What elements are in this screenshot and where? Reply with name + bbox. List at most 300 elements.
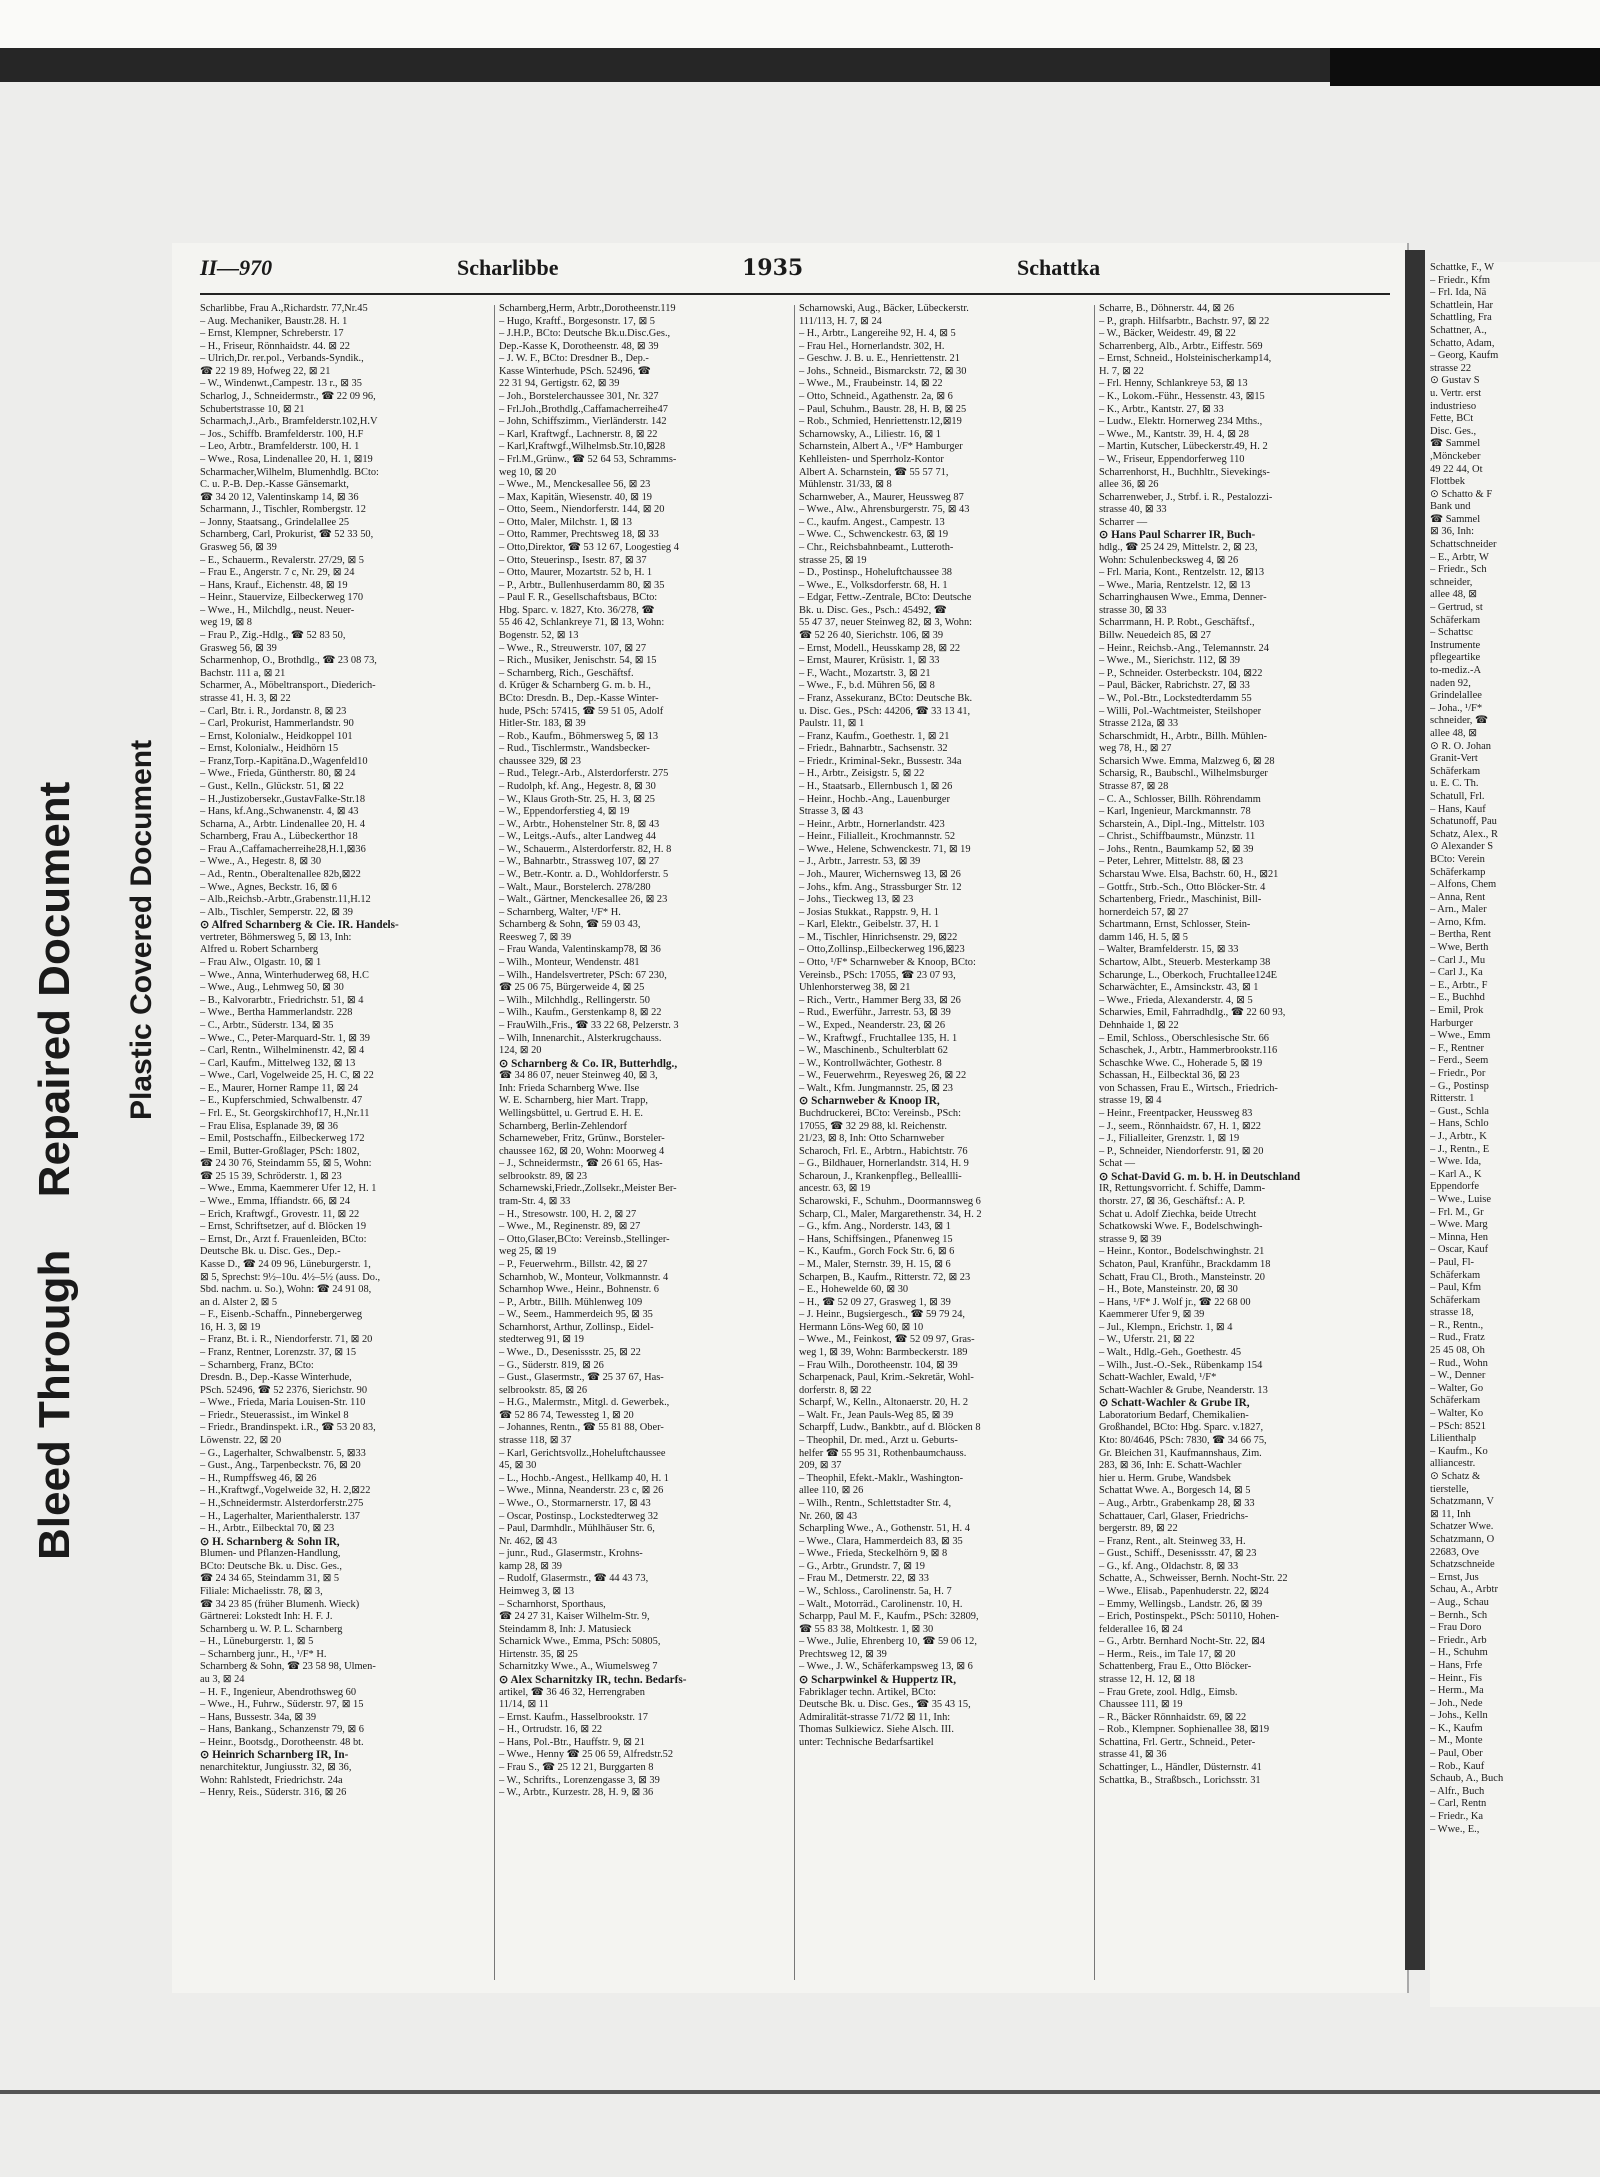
directory-entry-line: ⊙ Scharnweber & Knoop IR, [799, 1095, 940, 1108]
directory-entry-line: Scharpp, Paul M. F., Kaufm., PSch: 32809, [799, 1611, 979, 1623]
directory-entry-line: Scharrmann, H. P. Robt., Geschäftsf., [1099, 617, 1255, 629]
facing-page-entry-line: Schaub, A., Buch [1430, 1773, 1504, 1785]
directory-entry-line: – W., Leitgs.-Aufs., alter Landweg 44 [499, 831, 656, 843]
directory-entry-line: – Theophil, Dr. med., Arzt u. Geburts- [799, 1435, 958, 1447]
directory-entry-line: H. 7, ⊠ 22 [1099, 365, 1144, 377]
directory-entry-line: – Emil, Postschaffn., Eilbeckerweg 172 [200, 1133, 365, 1145]
directory-entry-line: Scharoun, J., Krankenpfleg., Belleallli- [799, 1170, 962, 1182]
directory-entry-line: – H.,Schneidermstr. Alsterdorferstr.275 [200, 1497, 364, 1509]
directory-entry-line: ☎ 24 30 76, Steindamm 55, ⊠ 5, Wohn: [200, 1158, 372, 1170]
facing-page-entry-line: allee 48, ⊠ [1430, 589, 1477, 601]
facing-page-entry-line: Schatzmann, O [1430, 1533, 1495, 1545]
directory-entry-line: – Franz, Rent., alt. Steinweg 33, H. [1099, 1535, 1246, 1547]
directory-entry-line: Scharowski, F., Schuhm., Doormannsweg 6 [799, 1196, 981, 1208]
directory-entry-line: Scharnick Wwe., Emma, PSch: 50805, [499, 1636, 661, 1648]
directory-entry-line: – Karl,Kraftwgf.,Wilhelmsb.Str.10,⊠28 [499, 441, 666, 453]
directory-entry-line: – Christ., Schiffbaumstr., Münzstr. 11 [1099, 831, 1256, 843]
directory-entry-line: Dep.-Kasse K, Dorotheenstr. 48, ⊠ 39 [499, 340, 659, 352]
facing-page-entry-line: – Gust., Schla [1430, 1105, 1489, 1117]
facing-page-entry-line: strasse 22 [1430, 362, 1472, 374]
facing-page-entry-line: – Alfons, Chem [1430, 879, 1497, 891]
directory-entry-line: Nr. 260, ⊠ 43 [799, 1510, 858, 1522]
directory-entry-line: hier u. Herm. Grube, Wandsbek [1099, 1472, 1231, 1484]
directory-entry-line: – Paul, Bäcker, Rabrichstr. 27, ⊠ 33 [1099, 680, 1250, 692]
directory-entry-line: – Wwe., M., Reginenstr. 89, ⊠ 27 [499, 1221, 641, 1233]
directory-entry-line: – Johs., Tieckweg 13, ⊠ 23 [799, 894, 914, 906]
directory-entry-line: – G., Süderstr. 819, ⊠ 26 [499, 1359, 604, 1371]
directory-entry-line: d. Krüger & Scharnberg G. m. b. H., [499, 680, 651, 692]
directory-entry-line: Scharnitzky Wwe., A., Wiumelsweg 7 [499, 1661, 658, 1673]
facing-page-entry-line: – Aug., Schau [1430, 1596, 1489, 1608]
facing-page-entry-line: Eppendorfe [1430, 1181, 1479, 1193]
facing-page-entry-line: Schäferkam [1430, 614, 1481, 626]
directory-entry-line: – Rich., Vertr., Hammer Berg 33, ⊠ 26 [799, 994, 961, 1006]
directory-entry-line: – Friedr., Bahnarbtr., Sachsenstr. 32 [799, 743, 948, 755]
directory-entry-line: Scharpenack, Paul, Krim.-Sekretär, Wohl- [799, 1372, 974, 1384]
directory-entry-line: Scharsich Wwe. Emma, Malzweg 6, ⊠ 28 [1099, 755, 1275, 767]
directory-entry-line: – G., Arbtr., Grundstr. 7, ⊠ 19 [799, 1560, 925, 1572]
directory-entry-line: – Heinr., Freentpacker, Heussweg 83 [1099, 1108, 1253, 1119]
directory-entry-line: ☎ 22 19 89, Hofweg 22, ⊠ 21 [200, 365, 331, 377]
directory-entry-line: ☎ 34 23 85 (früher Blumenh. Wieck) [200, 1598, 360, 1610]
header-year: 1935 [742, 255, 804, 281]
directory-entry-line: – Heinr., Kontor., Bodelschwinghstr. 21 [1099, 1246, 1265, 1258]
directory-entry-line: – W., Bahnarbtr., Strassweg 107, ⊠ 27 [499, 856, 660, 868]
directory-entry-line: – E., Schauerm., Revalerstr. 27/29, ⊠ 5 [200, 554, 364, 566]
directory-entry-line: – Wwe., M., Sierichstr. 112, ⊠ 39 [1099, 655, 1240, 667]
directory-entry-line: tram-Str. 4, ⊠ 33 [499, 1196, 571, 1208]
facing-page-entry-line: – J., Rentn., E [1430, 1143, 1490, 1155]
facing-page-entry-line: – Walter, Go [1430, 1382, 1484, 1394]
directory-entry-line: – H., Rumpffsweg 46, ⊠ 26 [200, 1472, 317, 1484]
directory-entry-line: Kto: 80/4646, PSch: 7830, ☎ 34 66 75, [1099, 1435, 1267, 1447]
directory-entry-line: – Wwe., M., Feinkost, ☎ 52 09 97, Gras- [799, 1334, 975, 1346]
directory-entry-line: stedterweg 91, ⊠ 19 [499, 1334, 584, 1346]
directory-entry-line: Kasse D., ☎ 24 09 96, Lüneburgerstr. 1, [200, 1258, 371, 1270]
directory-entry-line: – Carl, Rentn., Wilhelminenstr. 42, ⊠ 4 [200, 1045, 365, 1057]
directory-entry-line: Schattat Wwe. A., Borgesch 14, ⊠ 5 [1099, 1485, 1251, 1497]
directory-entry-line: – H., Arbtr., Eilbecktal 70, ⊠ 23 [200, 1523, 335, 1535]
page-header [172, 255, 1407, 295]
directory-entry-line: – M., Tischler, Hinrichsenstr. 29, ⊠22 [799, 931, 958, 943]
directory-entry-line: 55 47 37, neuer Steinweg 82, ⊠ 3, Wohn: [799, 617, 973, 629]
facing-page-entry-line: naden 92, [1430, 677, 1471, 689]
directory-entry-line: 21/23, ⊠ 8, Inh: Otto Scharnweber [799, 1133, 945, 1145]
facing-page-entry-line: – W., Denner [1430, 1370, 1486, 1382]
directory-entry-line: Scharunge, L., Oberkoch, Fruchtallee124E [1099, 969, 1278, 981]
facing-page-entry-line: – Ernst, Jus [1430, 1571, 1479, 1583]
facing-page-entry-line: – Frl. Ida, Nä [1430, 287, 1487, 299]
directory-entry-line: – Wwe., Agnes, Beckstr. 16, ⊠ 6 [200, 881, 337, 893]
directory-entry-line: – Hans, kf.Ang.,Schwanenstr. 4, ⊠ 43 [200, 806, 359, 818]
directory-entry-line: – L., Hochb.-Angest., Hellkamp 40, H. 1 [499, 1472, 669, 1484]
directory-entry-line: nenarchitektur, Jungiusstr. 32, ⊠ 36, [200, 1762, 352, 1774]
directory-entry-line: – Frl.Joh.,Brothdlg.,Caffamacherreihe47 [499, 403, 668, 415]
directory-entry-line: – Max, Kapitän, Wiesenstr. 40, ⊠ 19 [499, 491, 652, 503]
directory-entry-line: – John, Schiffszimm., Vierländerstr. 142 [499, 416, 667, 428]
directory-entry-line: Wohn: Schulenbecksweg 4, ⊠ 26 [1099, 554, 1239, 566]
facing-page-entry-line: Schatzer Wwe. [1430, 1521, 1494, 1533]
facing-page-entry-line: – Friedr., Sch [1430, 564, 1487, 576]
directory-entry-line: – W., Schrifts., Lorenzengasse 3, ⊠ 39 [499, 1774, 660, 1786]
facing-page-entry-line: – Rud., Fratz [1430, 1332, 1485, 1344]
directory-entry-line: strasse 40, ⊠ 33 [1099, 504, 1167, 516]
directory-entry-line: damm 146, H. 5, ⊠ 5 [1099, 931, 1188, 943]
directory-entry-line: – C., kaufm. Angest., Campestr. 13 [799, 516, 945, 528]
directory-entry-line: – P., Schneider, Niendorferstr. 91, ⊠ 20 [1099, 1145, 1264, 1157]
directory-entry-line: Schatt, Frau Cl., Broth., Mansteinstr. 20 [1099, 1271, 1265, 1283]
directory-entry-line: Schassan, H., Eilbecktal 36, ⊠ 23 [1099, 1070, 1240, 1082]
directory-entry-line: – Erich, Kraftwgf., Grovestr. 11, ⊠ 22 [200, 1208, 360, 1220]
directory-entry-line: Schubertstrasse 10, ⊠ 21 [200, 403, 305, 415]
facing-page-entry-line: – Paul, Kfm [1430, 1282, 1482, 1294]
directory-entry-line: – Wwe., Julie, Ehrenberg 10, ☎ 59 06 12, [799, 1636, 977, 1648]
directory-entry-line: – Heinr., Bootsdg., Dorotheenstr. 48 bt. [200, 1736, 364, 1748]
directory-entry-line: Scharlibbe, Frau A.,Richardstr. 77,Nr.45 [200, 303, 368, 314]
facing-page-entry-line: Harburger [1430, 1017, 1473, 1029]
directory-entry-line: Scharnberg & Sohn, ☎ 23 58 98, Ulmen- [200, 1661, 376, 1673]
directory-entry-line: ⊙ Heinrich Scharnberg IR, In- [200, 1749, 349, 1762]
directory-entry-line: – Walter, Bramfelderstr. 15, ⊠ 33 [1099, 944, 1239, 956]
facing-page-entry-line: Ritterstr. 1 [1430, 1093, 1475, 1105]
facing-page-entry-line: Schattschneider [1430, 539, 1497, 551]
label-plastic-covered: Plastic Covered Document [125, 739, 158, 1120]
facing-page-entry-line: – Wwe. Marg [1430, 1219, 1488, 1231]
facing-page-entry-line: – E., Arbtr., F [1430, 979, 1488, 991]
facing-page-entry-line: – Johs., Kelln [1430, 1710, 1488, 1722]
directory-entry-line: – Frl. Maria, Kont., Rentzelstr. 12, ⊠13 [1099, 567, 1265, 579]
directory-entry-line: – Walt., Hdlg.-Geh., Goethestr. 45 [1099, 1346, 1242, 1358]
directory-entry-line: Laboratorium Bedarf, Chemikalien- [1099, 1409, 1249, 1421]
directory-entry-line: Reesweg 7, ⊠ 39 [499, 931, 572, 943]
facing-page-entry-line: Schäferkam [1430, 1395, 1481, 1407]
directory-entry-line: 209, ⊠ 37 [799, 1460, 842, 1472]
directory-entry-line: – Ernst, Maurer, Krüsistr. 1, ⊠ 33 [799, 655, 940, 667]
directory-entry-line: Mühlenstr. 31/33, ⊠ 8 [799, 479, 892, 491]
directory-entry-line: ⊙ Scharpwinkel & Huppertz IR, [799, 1674, 956, 1687]
directory-entry-line: ☎ 52 86 74, Tewessteg 1, ⊠ 20 [499, 1409, 634, 1421]
directory-entry-line: – Frau E., Angerstr. 7 c, Nr. 29, ⊠ 24 [200, 567, 355, 579]
directory-entry-line: – Emil, Butter-Großlager, PSch: 1802, [200, 1145, 360, 1157]
directory-entry-line: – Wwe., Minna, Neanderstr. 23 c, ⊠ 26 [499, 1485, 664, 1497]
directory-entry-line: an d. Alster 2, ⊠ 5 [200, 1296, 278, 1308]
directory-entry-line: Scharp, Cl., Maler, Margarethenstr. 34, H. 2 [799, 1208, 982, 1220]
directory-entry-line: – Rud., Telegr.-Arb., Alsterdorferstr. 275 [499, 768, 669, 780]
directory-entry-line: Scharnowski, Aug., Bäcker, Lübeckerstr. [799, 303, 969, 314]
facing-page-entry-line: u. E. C. Th. [1430, 778, 1479, 790]
directory-entry-line: – Hans, Pol.-Btr., Hauffstr. 9, ⊠ 21 [499, 1736, 645, 1748]
directory-entry-line: Scharmenhop, O., Brothdlg., ☎ 23 08 73, [200, 655, 377, 667]
facing-page-entry-line: Schattke, F., W [1430, 262, 1494, 273]
directory-entry-line: 45, ⊠ 30 [499, 1460, 537, 1472]
facing-page-entry-line: – Frl. M., Gr [1430, 1206, 1484, 1218]
directory-entry-line: – W., Klaus Groth-Str. 25, H. 3, ⊠ 25 [499, 793, 655, 805]
directory-entry-line: – Otto,Direktor, ☎ 53 12 67, Loogestieg 4 [499, 541, 679, 553]
directory-entry-line: Kaemmerer Ufer 9, ⊠ 39 [1099, 1309, 1205, 1321]
facing-page-entry-line: pflegeartike [1430, 652, 1481, 664]
facing-page-entry-line: – Walter, Ko [1430, 1408, 1484, 1420]
directory-entry-line: Schartow, Albt., Steuerb. Mesterkamp 38 [1099, 957, 1271, 969]
facing-page-entry-line: tierstelle, [1430, 1483, 1469, 1495]
directory-entry-line: – Jonny, Staatsang., Grindelallee 25 [200, 516, 350, 528]
directory-entry-line: – Franz,Torp.-Kapitäna.D.,Wagenfeld10 [200, 755, 368, 767]
directory-entry-line: – Paul, Schuhm., Baustr. 28, H. B, ⊠ 25 [799, 403, 967, 415]
directory-entry-line: ⊙ Alfred Scharnberg & Cie. IR. Handels- [200, 919, 399, 932]
directory-entry-line: ☎ 25 15 39, Schröderstr. 1, ⊠ 23 [200, 1170, 342, 1182]
facing-page-entry-line: Grindelallee [1430, 690, 1482, 702]
facing-page-entry-line: – Heinr., Fis [1430, 1672, 1482, 1684]
directory-entry-line: – Heinr., Arbtr., Hornerlandstr. 423 [799, 818, 945, 830]
directory-entry-line: Kehlleisten- und Sperrholz-Kontor [799, 453, 944, 465]
directory-entry-line: – Wilh., Rentn., Schlettstadter Str. 4, [799, 1497, 952, 1509]
directory-entry-line: – W., Feuerwehrm., Reyesweg 26, ⊠ 22 [799, 1070, 967, 1082]
directory-entry-line: Scharre, B., Döhnerstr. 44, ⊠ 26 [1099, 303, 1235, 314]
directory-entry-line: – Wwe., D., Desenissstr. 25, ⊠ 22 [499, 1346, 641, 1358]
facing-page-entry-line: – Hans, Frfe [1430, 1659, 1483, 1671]
directory-entry-line: Scharna, A., Arbtr. Lindenallee 20, H. 4 [200, 818, 366, 830]
directory-entry-line: Großhandel, BCto: Hbg. Sparc. v.1827, [1099, 1422, 1264, 1434]
directory-entry-line: – Frau Wilh., Dorotheenstr. 104, ⊠ 39 [799, 1359, 958, 1371]
directory-entry-line: kamp 28, ⊠ 39 [499, 1560, 562, 1572]
facing-page-entry-line: – Joh., Nede [1430, 1697, 1483, 1709]
directory-entry-line: – Gust., Ang., Tarpenbeckstr. 76, ⊠ 20 [200, 1460, 361, 1472]
directory-entry-line: BCto: Dresdn. B., Dep.-Kasse Winter- [499, 692, 659, 704]
directory-entry-line: – Gottfr., Strb.-Sch., Otto Blöcker-Str. 4 [1099, 881, 1266, 893]
directory-entry-line: Scharnberg u. W. P. L. Scharnberg [200, 1623, 343, 1635]
directory-entry-line: – W., Arbtr., Kurzestr. 28, H. 9, ⊠ 36 [499, 1787, 654, 1799]
facing-page-entry-line: – Friedr., Ka [1430, 1811, 1484, 1823]
directory-entry-line: ☎ 55 83 38, Moltkestr. 1, ⊠ 30 [799, 1623, 934, 1635]
directory-entry-line: – G., Lagerhalter, Schwalbenstr. 5, ⊠33 [200, 1447, 366, 1459]
header-first-name: Scharlibbe [457, 255, 559, 280]
directory-entry-line: – Wwe., O., Stormarnerstr. 17, ⊠ 43 [499, 1497, 651, 1509]
facing-page-entry-line: Schatull, Frl. [1430, 790, 1485, 802]
directory-entry-line: – Walt., Gärtner, Menckesallee 26, ⊠ 23 [499, 894, 668, 906]
directory-entry-line: Scharschmidt, H., Arbtr., Billh. Mühlen- [1099, 730, 1267, 742]
directory-entry-line: Scharnweber, A., Maurer, Heussweg 87 [799, 491, 964, 503]
directory-entry-line: – Willi, Pol.-Wachtmeister, Steilshoper [1099, 705, 1262, 717]
directory-entry-line: W. E. Scharnberg, hier Mart. Trapp, [499, 1095, 648, 1107]
directory-entry-line: selbrookstr. 89, ⊠ 23 [499, 1170, 588, 1182]
facing-page-entry-line: – Wwe., Emm [1430, 1030, 1491, 1042]
directory-entry-line: Buchdruckerei, BCto: Vereinsb., PSch: [799, 1108, 961, 1119]
facing-page-entry-line: Flottbek [1430, 476, 1466, 488]
directory-entry-line: – H., Arbtr., Zeisigstr. 5, ⊠ 22 [799, 768, 925, 780]
directory-entry-line: Scharnowsky, A., Liliestr. 16, ⊠ 1 [799, 428, 941, 440]
column-divider [494, 305, 495, 1980]
directory-entry-line: – Hans, Schiffsingen., Pfanenweg 15 [799, 1233, 953, 1245]
directory-entry-line: Scharpff, Ludw., Bankbtr., auf d. Blöcken 8 [799, 1422, 981, 1434]
facing-page-entry-line: – PSch: 8521 [1430, 1420, 1487, 1432]
directory-entry-line: – Otto, Rammer, Prechtsweg 18, ⊠ 33 [499, 529, 659, 541]
facing-page-entry-line: – Hans, Schlo [1430, 1118, 1489, 1130]
facing-page-entry-line: Instrumente [1430, 639, 1481, 651]
directory-entry-line: – Alb.,Reichsb.-Arbtr.,Grabenstr.11,H.12 [200, 894, 371, 906]
facing-page-entry-line: – Carl J., Mu [1430, 954, 1486, 966]
directory-entry-line: Scharnstein, Albert A., ¹/F* Hamburger [799, 441, 963, 453]
directory-entry-line: strasse 30, ⊠ 33 [1099, 604, 1167, 616]
directory-entry-line: – H.G., Malermstr., Mitgl. d. Gewerbek., [499, 1397, 670, 1409]
directory-entry-line: – Walt., Kfm. Jungmannstr. 25, ⊠ 23 [799, 1082, 954, 1094]
directory-entry-line: – Ernst, Schneid., Holsteinischerkamp14, [1099, 353, 1272, 365]
directory-entry-line: – Ernst, Klempner, Schreberstr. 17 [200, 328, 344, 340]
directory-entry-line: – P., Feuerwehrm., Billstr. 42, ⊠ 27 [499, 1258, 648, 1270]
directory-entry-line: Scharnberg, Berlin-Zehlendorf [499, 1120, 627, 1132]
directory-entry-line: – Frau Grete, zool. Hdlg., Eimsb. [1099, 1686, 1238, 1698]
directory-entry-line: ⊙ Schat-David G. m. b. H. in Deutschland [1099, 1170, 1301, 1183]
directory-entry-line: – H., Ortrudstr. 16, ⊠ 22 [499, 1724, 603, 1736]
directory-entry-line: – Friedr., Steuerassist., im Winkel 8 [200, 1409, 349, 1421]
directory-entry-line: – Alb., Tischler, Semperstr. 22, ⊠ 39 [200, 906, 353, 918]
directory-entry-line: ⊙ Hans Paul Scharrer IR, Buch- [1099, 529, 1256, 542]
directory-entry-line: – Frl. E., St. Georgskirchhof17, H.,Nr.11 [200, 1108, 370, 1119]
directory-entry-line: – Emmy, Wellingsb., Landstr. 26, ⊠ 39 [1099, 1598, 1263, 1610]
directory-entry-line: – Hugo, Kraftf., Borgesonstr. 17, ⊠ 5 [499, 315, 655, 327]
facing-page-entry-line: BCto: Verein [1430, 853, 1485, 865]
directory-entry-line: – Josias Stukkat., Rappstr. 9, H. 1 [799, 906, 939, 918]
directory-entry-line: – J., Arbtr., Jarrestr. 53, ⊠ 39 [799, 856, 921, 868]
directory-entry-line: – Otto,Glaser,BCto: Vereinsb.,Stellinger- [499, 1233, 670, 1245]
directory-entry-line: thorstr. 27, ⊠ 36, Geschäftsf.: A. P. [1099, 1196, 1246, 1208]
directory-entry-line: – Rud., Tischlermstr., Wandsbecker- [499, 743, 650, 755]
facing-page-entry-line: – E., Arbtr, W [1430, 551, 1489, 563]
directory-entry-line: Scharmacher,Wilhelm, Blumenhdlg. BCto: [200, 466, 379, 478]
directory-entry-line: – Ernst, Dr., Arzt f. Frauenleiden, BCto: [200, 1233, 367, 1245]
directory-entry-line: strasse 41, H. 3, ⊠ 22 [200, 692, 291, 704]
side-label-line1 [30, 742, 80, 1560]
facing-page-entry-line: – Wwe., E., [1430, 1823, 1480, 1835]
directory-entry-line: – Wwe., Anna, Winterhuderweg 68, H.C [200, 969, 369, 981]
directory-entry-line: – J.H.P., BCto: Deutsche Bk.u.Disc.Ges., [499, 328, 671, 340]
directory-entry-line: – Wwe., F., b.d. Mühren 56, ⊠ 8 [799, 680, 935, 692]
directory-entry-line: – Franz, Assekuranz, BCto: Deutsche Bk. [799, 692, 973, 704]
directory-entry-line: ☎ 25 06 75, Bürgerweide 4, ⊠ 25 [499, 982, 645, 994]
facing-page-entry-line: – Carl, Rentn [1430, 1798, 1487, 1810]
directory-entry-line: – Rudolf, Glasermstr., ☎ 44 43 73, [499, 1573, 649, 1585]
directory-entry-line: Scharwies, Emil, Fahrradhdlg., ☎ 22 60 93, [1099, 1007, 1286, 1019]
directory-entry-line: – Ernst. Kaufm., Hasselbrookstr. 17 [499, 1711, 648, 1723]
directory-entry-line: weg 25, ⊠ 19 [499, 1246, 557, 1258]
directory-entry-line: ☎ 34 20 12, Valentinskamp 14, ⊠ 36 [200, 491, 359, 503]
directory-entry-line: – W., Kraftwgf., Fruchtallee 135, H. 1 [799, 1032, 958, 1044]
directory-entry-line: – Wwe., H., Fuhrw., Süderstr. 97, ⊠ 15 [200, 1699, 364, 1711]
facing-page-entry-line: strasse 18, [1430, 1307, 1474, 1319]
directory-entry-line: strasse 41, ⊠ 36 [1099, 1749, 1167, 1761]
directory-entry-line: weg 10, ⊠ 20 [499, 466, 557, 478]
facing-page-entry-line: – Herm., Ma [1430, 1685, 1484, 1697]
directory-entry-line: – W., Maschinenb., Schulterblatt 62 [799, 1045, 948, 1057]
directory-entry-line: Bogenstr. 52, ⊠ 13 [499, 630, 579, 642]
facing-page-entry-line: Disc. Ges., [1430, 425, 1477, 437]
directory-entry-line: – Carl, Btr. i. R., Jordanstr. 8, ⊠ 23 [200, 705, 347, 717]
directory-entry-line: – Wilh., Just.-O.-Sek., Rübenkamp 154 [1099, 1359, 1263, 1371]
directory-entry-line: Scharnberg,Herm, Arbtr.,Dorotheenstr.119 [499, 303, 676, 314]
directory-entry-line: Schartmann, Ernst, Schlosser, Stein- [1099, 919, 1251, 931]
directory-entry-line: au 3, ⊠ 24 [200, 1674, 245, 1686]
directory-entry-line: Scharnberg & Sohn, ☎ 59 03 43, [499, 919, 641, 931]
directory-entry-line: – Geschw. J. B. u. E., Henriettenstr. 21 [799, 353, 960, 365]
directory-entry-line: – Wilh., Monteur, Wendenstr. 481 [499, 957, 640, 969]
directory-entry-line: Scharmann, J., Tischler, Rombergstr. 12 [200, 504, 366, 516]
directory-entry-line: – Peter, Lehrer, Mittelstr. 88, ⊠ 23 [1099, 856, 1244, 868]
directory-entry-line: 111/113, H. 7, ⊠ 24 [799, 315, 882, 327]
scan-top-margin [0, 0, 1600, 48]
directory-entry-line: – F., Eisenb.-Schaffn., Pinnebergerweg [200, 1309, 363, 1321]
directory-entry-line: – Carl, Kaufm., Mittelweg 132, ⊠ 13 [200, 1057, 356, 1069]
directory-entry-line: – Rud., Ewerführ., Jarrestr. 53, ⊠ 39 [799, 1007, 951, 1019]
directory-entry-line: – Frl.M.,Grünw., ☎ 52 64 53, Schramms- [499, 453, 677, 465]
directory-entry-line: – Scharnberg, Rich., Geschäftsf. [499, 667, 634, 679]
directory-entry-line: PSch. 52496, ☎ 52 2376, Sierichstr. 90 [200, 1384, 368, 1396]
facing-page-entry-line: – Rob., Kauf [1430, 1760, 1485, 1772]
directory-entry-line: – Frau P., Zig.-Hdlg., ☎ 52 83 50, [200, 630, 346, 642]
directory-entry-line: – Otto,Zollinsp.,Eilbeckerweg 196,⊠23 [799, 944, 965, 956]
directory-entry-line: Schatt-Wachler, Ewald, ¹/F* [1099, 1372, 1217, 1384]
directory-entry-line: – Wwe., Aug., Lehmweg 50, ⊠ 30 [200, 982, 344, 994]
directory-entry-line: – Rob., Kaufm., Böhmersweg 5, ⊠ 13 [499, 730, 659, 742]
facing-page-entry-line: – K., Kaufm [1430, 1722, 1483, 1734]
directory-entry-line: Deutsche Bk. u. Disc. Ges., ☎ 35 43 15, [799, 1699, 971, 1711]
directory-entry-line: strasse 25, ⊠ 19 [799, 554, 867, 566]
facing-page-entry-line: – R., Rentn., [1430, 1319, 1484, 1331]
directory-entry-line: ☎ 24 34 65, Steindamm 31, ⊠ 5 [200, 1573, 340, 1585]
facing-page-entry-line: – Minna, Hen [1430, 1231, 1489, 1243]
directory-entry-line: – W., Seem., Hammerdeich 95, ⊠ 35 [499, 1309, 653, 1321]
directory-entry-line: – Gust., Schiff., Desenissstr. 47, ⊠ 23 [1099, 1548, 1257, 1560]
facing-page-entry-line: – Friedr., Arb [1430, 1634, 1487, 1646]
directory-entry-line: – Frl. Henny, Schlankreye 53, ⊠ 13 [1099, 378, 1248, 390]
directory-entry-line: Hbg. Sparc. v. 1827, Kto. 36/278, ☎ [499, 604, 655, 616]
facing-page-entry-line: – Joha., ¹/F* [1430, 702, 1483, 714]
directory-entry-line: – Wwe., Clara, Hammerdeich 83, ⊠ 35 [799, 1535, 963, 1547]
directory-entry-line: – Carl, Prokurist, Hammerlandstr. 90 [200, 718, 354, 730]
directory-entry-line: – Chr., Reichsbahnbeamt., Lutteroth- [799, 541, 954, 553]
directory-entry-line: – Paul F. R., Gesellschaftsbaus, BCto: [499, 592, 658, 604]
directory-entry-line: BCto: Deutsche Bk. u. Disc. Ges., [200, 1560, 342, 1572]
directory-entry-line: – W., Bäcker, Weidestr. 49, ⊠ 22 [1099, 328, 1236, 340]
directory-entry-line: weg 78, H., ⊠ 27 [1099, 743, 1172, 755]
directory-entry-line: – Wwe., Bertha Hammerlandstr. 228 [200, 1007, 353, 1019]
directory-entry-line: – Edgar, Fettw.-Zentrale, BCto: Deutsche [799, 592, 972, 604]
directory-entry-line: Dehnhaide 1, ⊠ 22 [1099, 1019, 1179, 1031]
directory-entry-line: strasse 19, ⊠ 4 [1099, 1095, 1162, 1107]
directory-entry-line: – Otto, Maler, Milchstr. 1, ⊠ 13 [499, 516, 632, 528]
scanner-edge-bar-right [1330, 48, 1600, 86]
directory-entry-line: – J., seem., Rönnhaidstr. 67, H. 1, ⊠22 [1099, 1120, 1261, 1132]
directory-entry-line: – W., Friseur, Eppendorferweg 110 [1099, 453, 1245, 465]
directory-entry-line: 22 31 94, Gertigstr. 62, ⊠ 39 [499, 378, 620, 390]
directory-entry-line: weg 1, ⊠ 39, Wohn: Barmbeckerstr. 189 [799, 1346, 968, 1358]
directory-entry-line: – Wwe. C., Schwenckestr. 63, ⊠ 19 [799, 529, 949, 541]
directory-entry-line: – Wilh., Kaufm., Gerstenkamp 8, ⊠ 22 [499, 1007, 662, 1019]
directory-entry-line: Schartenberg, Friedr., Maschinist, Bill- [1099, 894, 1262, 906]
facing-page-entry-line: – Kaufm., Ko [1430, 1445, 1488, 1457]
directory-entry-line: Chaussee 111, ⊠ 19 [1099, 1699, 1183, 1711]
directory-entry-line: Steindamm 8, Inh: J. Matusieck [499, 1623, 632, 1635]
directory-entry-line: Scharstein, A., Dipl.-Ing., Mittelstr. 103 [1099, 818, 1265, 830]
directory-entry-line: Scharnewski,Friedr.,Zollsekr.,Meister Ber- [499, 1183, 677, 1195]
directory-entry-line: – J. Heinr., Bugsiergesch., ☎ 59 79 24, [799, 1309, 966, 1321]
directory-entry-line: – junr., Rud., Glasermstr., Krohns- [499, 1548, 643, 1560]
facing-page-entry-line: – Rud., Wohn [1430, 1357, 1488, 1369]
directory-entry-line: Thomas Sulkiewicz. Siehe Alsch. III. [799, 1724, 954, 1736]
directory-entry-line: – Wwe., Frieda, Steckelhörn 9, ⊠ 8 [799, 1548, 948, 1560]
directory-entry-line: – B., Kalvorarbtr., Friedrichstr. 51, ⊠ 4 [200, 994, 364, 1006]
directory-entry-line: – Hans, Krauf., Eichenstr. 48, ⊠ 19 [200, 579, 348, 591]
facing-page-entry-line: – J., Arbtr., K [1430, 1130, 1487, 1142]
directory-entry-line: – Rob., Schmied, Henriettenstr.12,⊠19 [799, 416, 962, 428]
facing-page-entry-line: – Wwe. Ida, [1430, 1156, 1482, 1168]
